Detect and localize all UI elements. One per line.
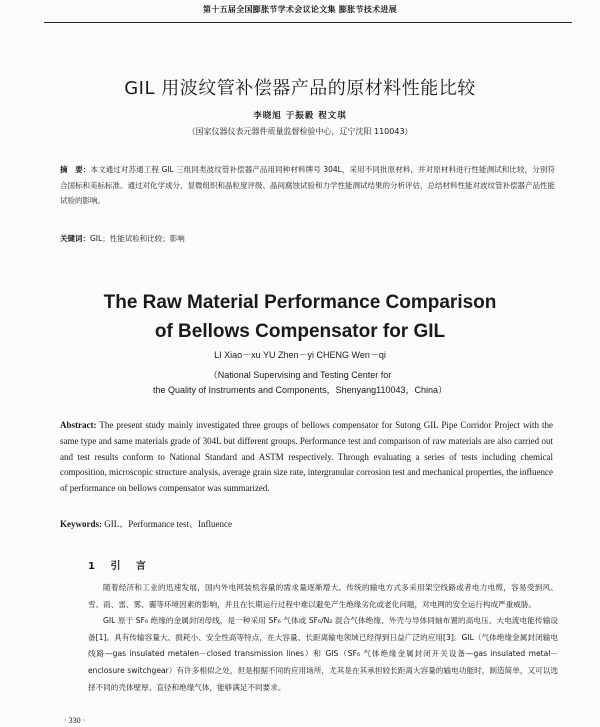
chinese-abstract [60,162,555,209]
english-keywords [60,517,553,530]
english-affiliation [0,368,600,398]
english-title-line1: The Raw Material Performance Comparison [103,292,497,313]
english-title [0,288,600,346]
header-rule [44,22,572,23]
english-abstract [60,418,553,497]
english-abstract-text: The present study mainly investigated three groups of bellows compensator for Sutong GIL Pipe Corridor Project with the same type and same materials grade of 304L but different groups. Performance test and comparison of raw materials are also carried out and test results conform to National Standard and ASTM respectively. Through evaluating a series of tests including chemical composition, microscopic structure analysis, average grain size rate, intergranular corrosion test and mechanical properties, the influence of performance on bellows compensator was summarized. [60,420,553,494]
chinese-keywords-text: GIL；性能试验和比较；影响 [90,234,185,243]
english-title-line2: of Bellows Compensator for GIL [154,321,446,342]
body-paragraph: GIL 原于 SF₆ 绝缘的金属封闭母线，是一种采用 SF₆ 气体或 SF₆/N₂ 混合气体绝缘、外壳与导体同轴布置的高电压、大电流电能传输设备[1]。具有传输容量大、损耗小、安全性高等特点，在大容量、长距离输电领域已经得到日益广泛的应用[3]。GIL（气体绝缘金属封闭输电线路—gas insulated metalen－closed transmission lines）和 GIS（SF₆ 气体绝缘金属封闭开关设备—gas insulated metal－enclosure switchgear）有许多相似之处，但是根据不同的应用场所，尤其是在其承担较长距离大容量的输电功能时，制造简单，又可以选择不同的壳体壁厚、直径和绝缘气体，能够满足不同要求。 [88,616,558,692]
chinese-abstract-label: 摘 要： [60,165,91,174]
page-number: · 330 · [64,716,86,725]
running-head: 第十五届全国膨胀节学术会议论文集 膨胀节技术进展 [203,5,397,14]
english-authors: LI Xiao－xu YU Zhen－yi CHENG Wen－qi [214,350,386,360]
chinese-abstract-text: 本文通过对苏通工程 GIL 三组同类波纹管补偿器产品用同种材料牌号 304L，采用不同批原材料，并对原材料进行性能测试和比较，分别符合国标和美标标准。通过对化学成分、显微组织和晶粒度评级、晶间腐蚀试验和力学性能测试结果的分析评估，总结材料性能对波纹管补偿器产品性能试验的影响。 [60,165,555,205]
english-affiliation-line1: （National Supervising and Testing Center for [208,370,392,380]
section-heading: 1 引 言 [88,561,152,572]
english-keywords-label: Keywords: [60,519,102,529]
chinese-keywords [60,233,555,244]
english-keywords-text: GIL、Performance test、Influence [102,519,232,529]
english-abstract-label: Abstract: [60,420,97,430]
english-affiliation-line2: the Quality of Instruments and Components，Shenyang110043，China） [152,385,447,395]
chinese-keywords-label: 关键词： [60,234,90,243]
chinese-affiliation: （国家仪器仪表元器件质量监督检验中心，辽宁沈阳 110043） [187,127,413,136]
chinese-authors: 李晓旭 于振毅 程文琪 [253,111,347,121]
section-body [88,580,558,696]
body-paragraph: 随着经济和工业的迅速发展，国内外电网装机容量的需求量逐渐增大。传统的输电方式多采用架空线路或者电力电缆，容易受到风、雪、雨、雷、雾、霾等环境因素的影响，并且在长期运行过程中难以避免产生绝缘劣化或老化问题，对电网的安全运行构成严重威胁。 [88,583,558,609]
chinese-title: GIL 用波纹管补偿器产品的原材料性能比较 [124,78,476,99]
